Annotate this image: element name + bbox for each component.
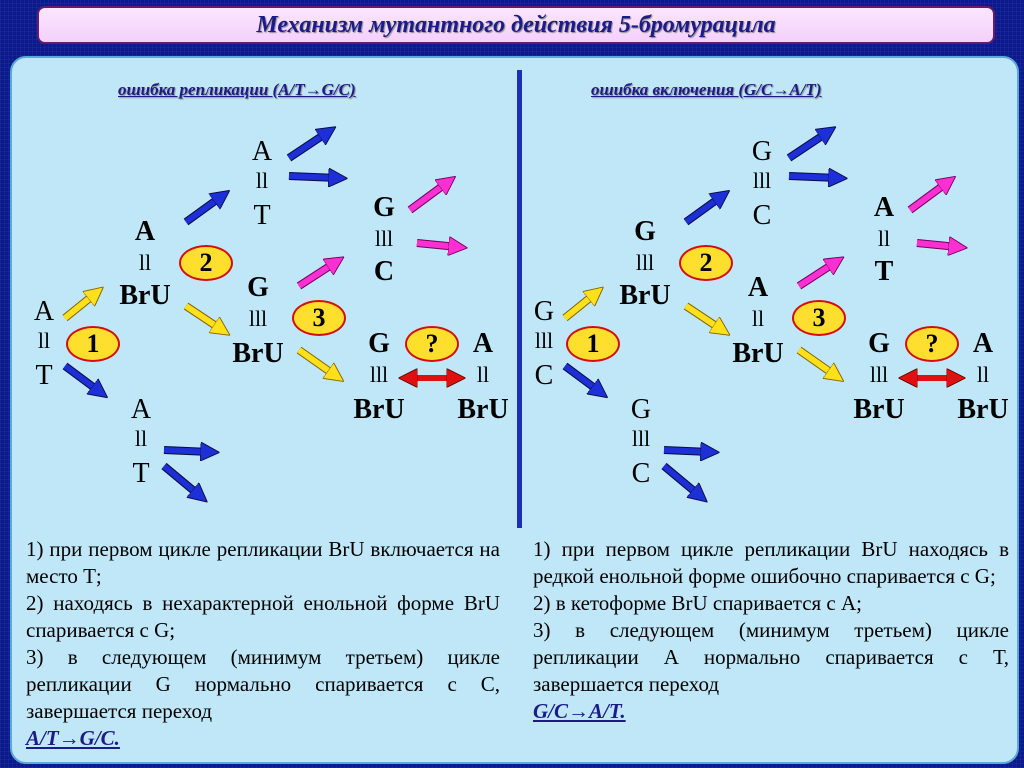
left-node1-bottom: T <box>35 360 53 391</box>
left-node7-top: G <box>368 328 390 359</box>
right-node4-bond: lll <box>631 426 651 451</box>
right-node7-bottom: BrU <box>853 394 905 425</box>
right-node4-bottom: C <box>631 458 651 489</box>
left-node2-top: A <box>134 216 156 247</box>
left-node5-bottom: BrU <box>232 338 284 369</box>
left-arrow-magenta-right-6 <box>417 243 458 247</box>
left-text-line-3: 3) в следующем (минимум третьем) цикле репликации G нормально спаривается с С, завершается переход <box>26 645 500 723</box>
left-node6-bottom: C <box>373 256 395 287</box>
left-node2-bond: ll <box>138 250 152 275</box>
right-node6-bottom: T <box>874 256 894 287</box>
left-node4-bond: ll <box>134 426 148 451</box>
right-arrow-yellow-down-2 <box>686 306 722 330</box>
right-node7-bond: lll <box>869 362 889 387</box>
left-arrow-blue-diag-3 <box>289 132 328 158</box>
left-node5-bond: lll <box>248 306 268 331</box>
right-node8-bond: ll <box>976 362 990 387</box>
left-subtitle: ошибка репликации (А/Т→G/С) <box>118 80 356 99</box>
right-node2-top: G <box>634 216 656 247</box>
right-arrow-blue-diag-3 <box>789 132 828 158</box>
left-arrow-magenta-diag-6 <box>410 182 448 210</box>
right-node8-bottom: BrU <box>957 394 1009 425</box>
left-arrow-yellow-down-2 <box>186 306 222 330</box>
right-arrow-magenta-right-6 <box>917 243 958 247</box>
right-node3-top: G <box>751 136 773 167</box>
left-explanation <box>26 536 500 752</box>
right-text-line-1: 1) при первом цикле репликации BrU находясь в редкой енольной форме ошибочно спаривается с G; <box>533 537 1009 588</box>
left-node1-top: A <box>33 296 55 327</box>
left-transition-label: А/Т→G/С. <box>26 726 120 750</box>
left-arrow-blue-down-1 <box>65 366 100 392</box>
right-arrow-blue-up-2 <box>686 196 722 222</box>
right-node1-bottom: C <box>534 360 554 391</box>
right-node6-bond: ll <box>877 226 891 251</box>
right-step-1-badge: 1 <box>566 326 620 362</box>
left-node5-top: G <box>247 272 269 303</box>
right-node5-bottom: BrU <box>732 338 784 369</box>
right-question-badge: ? <box>905 326 959 362</box>
right-node1-bond: lll <box>534 328 554 353</box>
right-text-line-2: 2) в кетоформе BrU спаривается с А; <box>533 591 863 615</box>
right-node5-top: A <box>747 272 769 303</box>
left-question-badge: ? <box>405 326 459 362</box>
right-arrow-blue-down-4 <box>664 466 700 496</box>
left-step-3-badge: 3 <box>292 300 346 336</box>
right-arrow-magenta-up-3 <box>799 262 836 286</box>
left-arrow-blue-right-4 <box>164 450 210 452</box>
right-arrow-magenta-diag-6 <box>910 182 948 210</box>
right-node7-top: G <box>868 328 890 359</box>
left-arrow-magenta-up-3 <box>299 262 336 286</box>
left-node7-bottom: BrU <box>353 394 405 425</box>
left-node7-bond: lll <box>369 362 389 387</box>
right-node5-bond: ll <box>751 306 765 331</box>
left-step-2-badge: 2 <box>179 245 233 281</box>
slide-title: Механизм мутантного действия 5-бромурацила <box>256 12 776 38</box>
right-step-2-badge: 2 <box>679 245 733 281</box>
left-step-1-badge: 1 <box>66 326 120 362</box>
left-node3-top: A <box>251 136 273 167</box>
left-node8-top: A <box>472 328 494 359</box>
left-node2-bottom: BrU <box>119 280 171 311</box>
right-node2-bond: lll <box>635 250 655 275</box>
right-node8-top: A <box>972 328 994 359</box>
left-node3-bottom: T <box>253 200 271 231</box>
right-arrow-yellow-up-1 <box>565 293 596 318</box>
right-subtitle: ошибка включения (G/С→А/Т) <box>591 80 822 99</box>
left-node3-bond: ll <box>255 168 269 193</box>
left-arrow-blue-right-3 <box>289 176 338 178</box>
left-node6-top: G <box>373 192 395 223</box>
right-node3-bottom: C <box>752 200 772 231</box>
right-node6-top: A <box>873 192 895 223</box>
left-node1-bond: ll <box>37 328 51 353</box>
left-text-line-2: 2) находясь в нехарактерной енольной форме BrU спаривается с G; <box>26 591 500 642</box>
right-arrow-blue-down-1 <box>565 366 600 392</box>
right-arrow-yellow-down-3 <box>799 350 836 376</box>
left-arrow-blue-down-4 <box>164 466 200 496</box>
right-node4-top: G <box>630 394 652 425</box>
left-node4-top: A <box>130 394 152 425</box>
right-transition-label: G/С→А/Т. <box>533 699 626 723</box>
right-arrow-blue-right-3 <box>789 176 838 178</box>
right-node2-bottom: BrU <box>619 280 671 311</box>
left-node8-bond: ll <box>476 362 490 387</box>
right-step-3-badge: 3 <box>792 300 846 336</box>
left-text-line-1: 1) при первом цикле репликации BrU включается на место Т; <box>26 537 500 588</box>
left-arrow-yellow-up-1 <box>65 293 96 318</box>
right-arrow-blue-right-4 <box>664 450 710 452</box>
left-arrow-blue-up-2 <box>186 196 222 222</box>
right-text-line-3: 3) в следующем (минимум третьем) цикле репликации А нормально спаривается с Т, завершается переход <box>533 618 1009 696</box>
left-arrow-yellow-down-3 <box>299 350 336 376</box>
right-node3-bond: lll <box>752 168 772 193</box>
right-explanation <box>533 536 1009 725</box>
left-node8-bottom: BrU <box>457 394 509 425</box>
left-node6-bond: lll <box>374 226 394 251</box>
right-node1-top: G <box>533 296 555 327</box>
left-node4-bottom: T <box>132 458 150 489</box>
